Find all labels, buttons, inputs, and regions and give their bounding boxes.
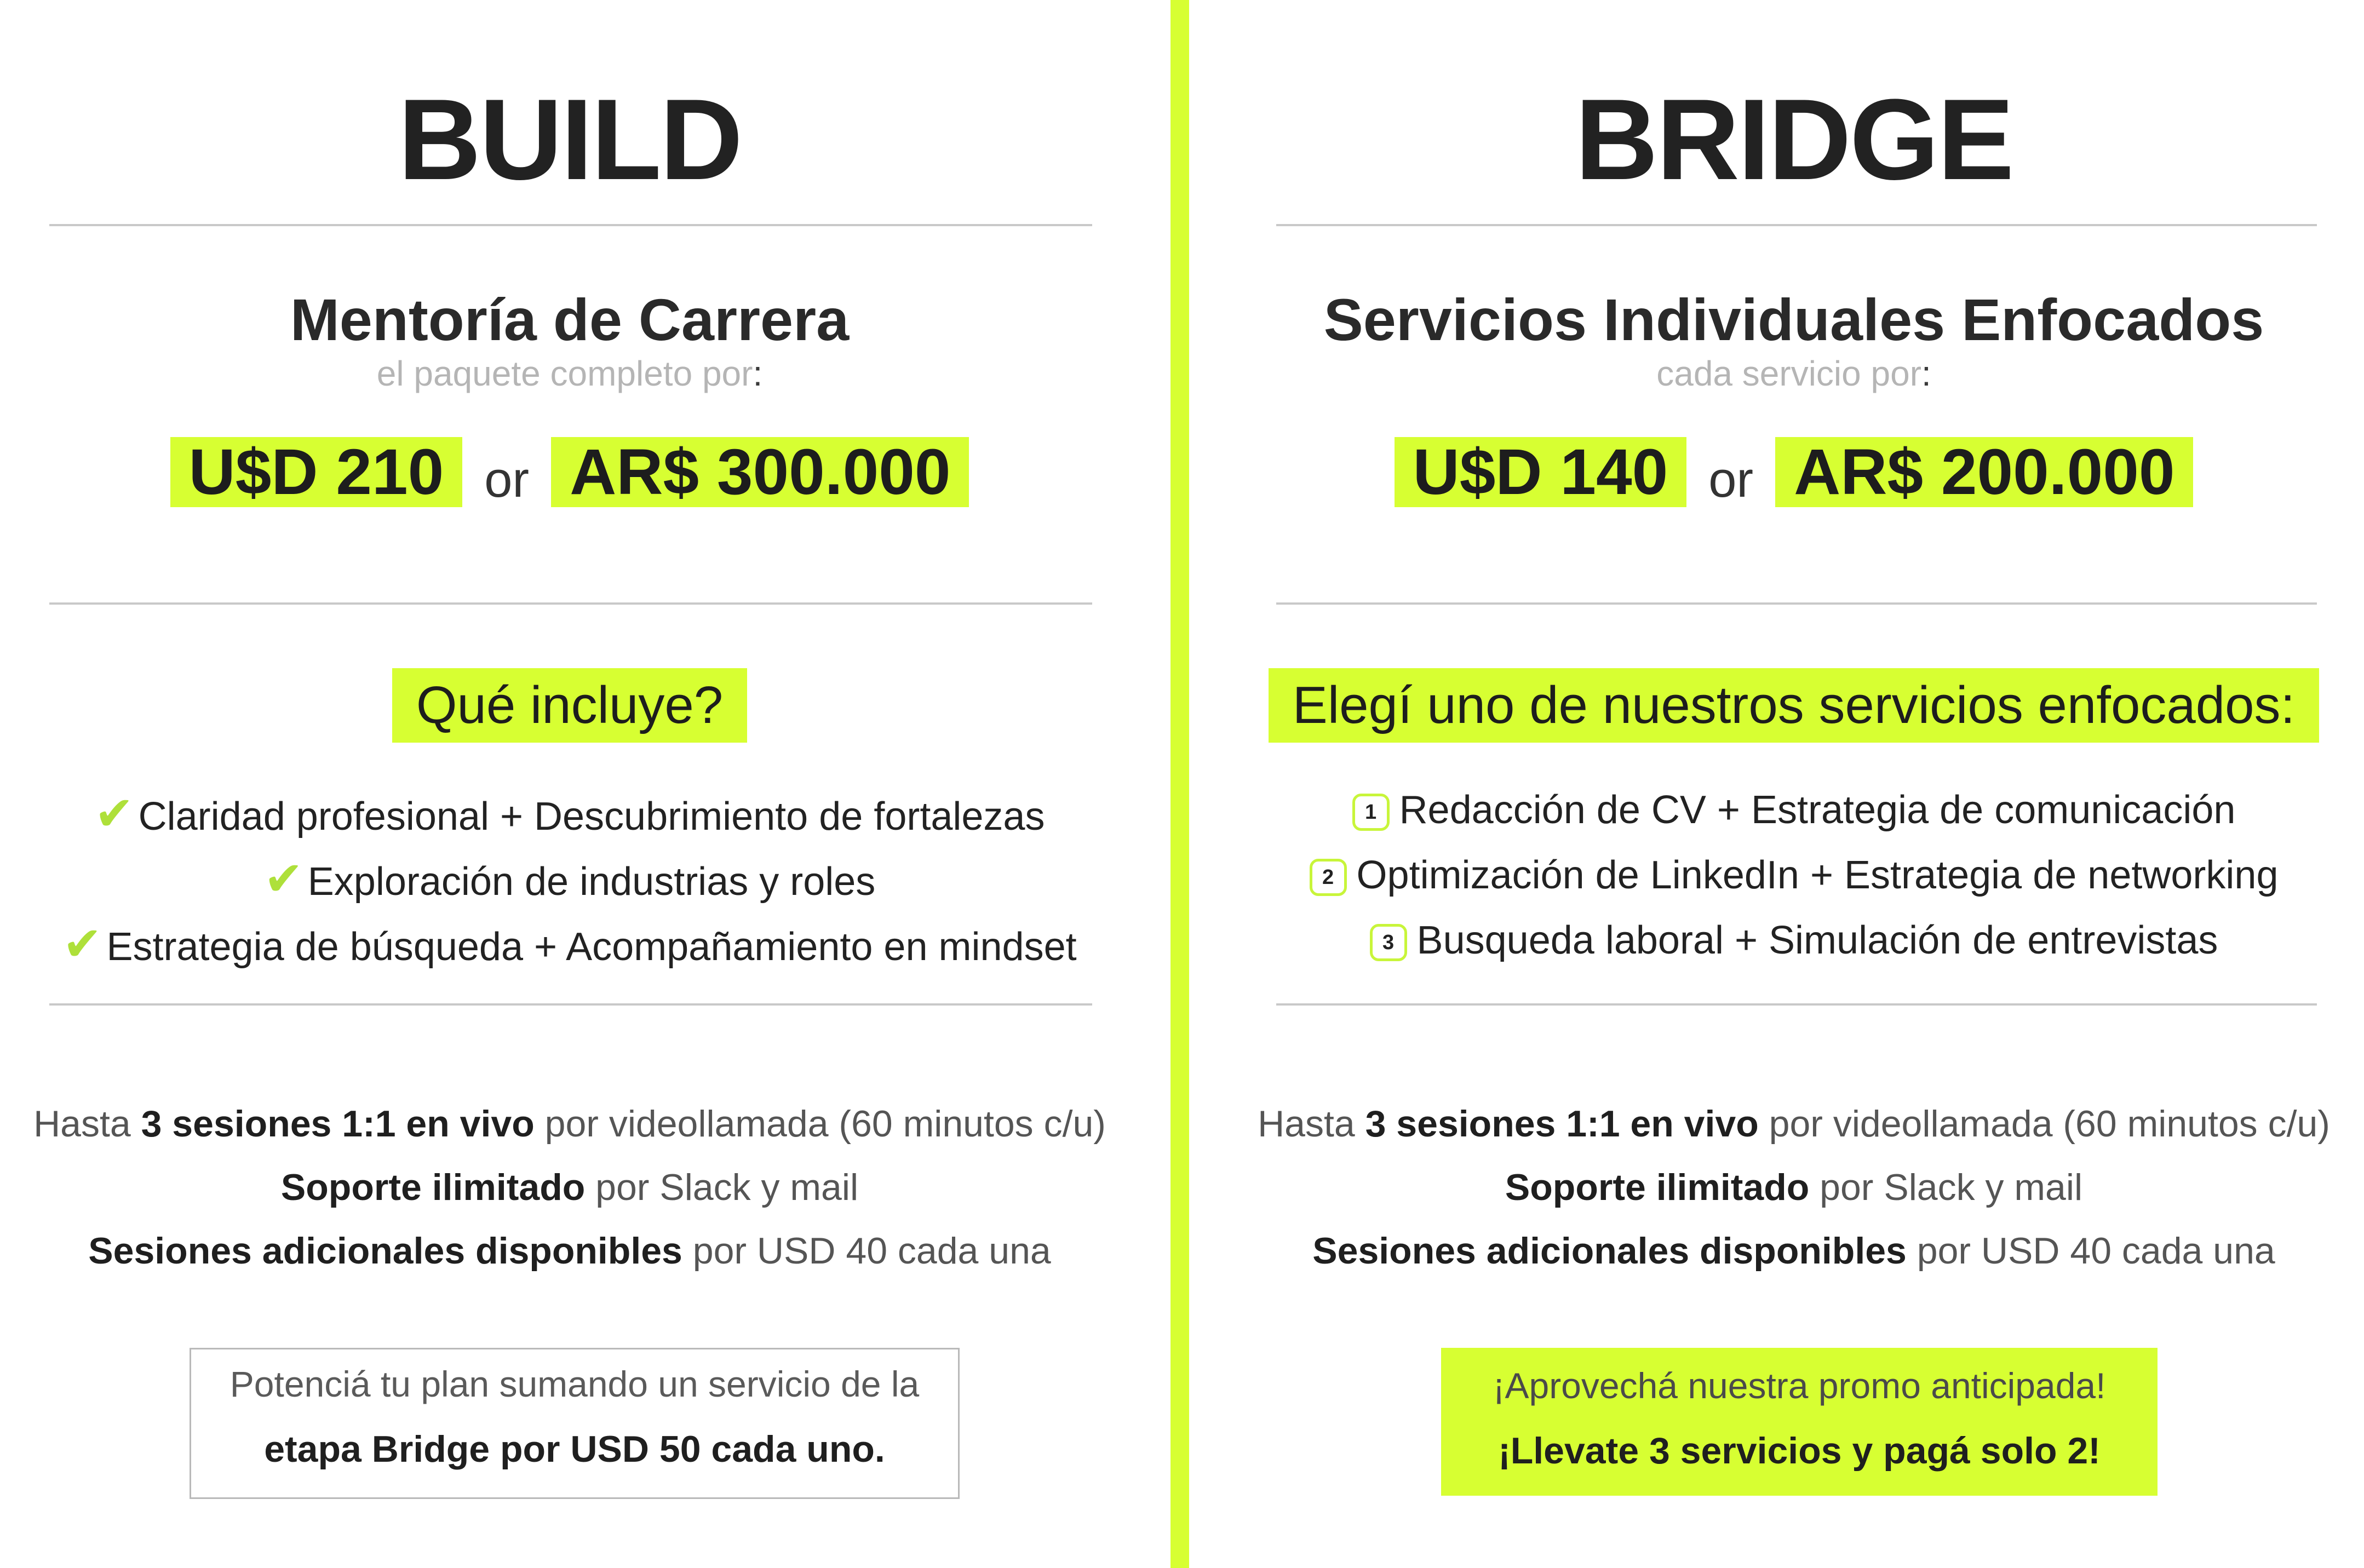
build-subtitle: Mentoría de Carrera bbox=[290, 286, 850, 353]
build-feature-1-text: Claridad profesional + Descubrimiento de fortalezas bbox=[138, 795, 1045, 838]
build-price-ars: AR$ 300.000 bbox=[551, 437, 969, 507]
bridge-detail-extra-post: por USD 40 cada una bbox=[1906, 1230, 2275, 1272]
bridge-service-2-text: Optimización de LinkedIn + Estrategia de networking bbox=[1356, 853, 2279, 897]
bridge-detail-sessions-pre: Hasta bbox=[1258, 1103, 1365, 1145]
bridge-service-1 bbox=[1224, 790, 2364, 831]
bridge-service-2 bbox=[1224, 855, 2364, 896]
bridge-detail-support-post: por Slack y mail bbox=[1809, 1167, 2083, 1208]
bridge-price-or: or bbox=[1708, 451, 1754, 508]
build-detail-sessions-post: por videollamada (60 minutos c/u) bbox=[534, 1103, 1106, 1145]
build-includes-label: Qué incluye? bbox=[392, 668, 747, 743]
build-detail-support-post: por Slack y mail bbox=[585, 1167, 859, 1208]
bridge-choose-wrap bbox=[1224, 668, 2364, 743]
bridge-price-usd: U$D 140 bbox=[1395, 437, 1687, 507]
check-icon: ✔ bbox=[94, 788, 134, 840]
build-feature-3-text: Estrategia de búsqueda + Acompañamiento en mindset bbox=[106, 925, 1077, 969]
bridge-plan bbox=[1224, 0, 2364, 1568]
build-price-or: or bbox=[484, 451, 530, 508]
bridge-detail-extra-bold: Sesiones adicionales disponibles bbox=[1312, 1230, 1907, 1272]
bridge-price-row bbox=[1224, 437, 2364, 507]
bridge-price-note-text: cada servicio por bbox=[1656, 354, 1921, 393]
bridge-detail-extra bbox=[1224, 1232, 2364, 1270]
check-icon: ✔ bbox=[263, 853, 303, 905]
build-detail-sessions bbox=[0, 1103, 1139, 1145]
bridge-detail-sessions bbox=[1224, 1103, 2364, 1145]
bridge-detail-support bbox=[1224, 1169, 2364, 1206]
build-title: BUILD bbox=[398, 75, 742, 204]
build-detail-support-bold: Soporte ilimitado bbox=[280, 1167, 586, 1208]
build-rule-bottom bbox=[49, 1003, 1092, 1006]
bridge-service-3-text: Busqueda laboral + Simulación de entrevistas bbox=[1416, 918, 2218, 962]
build-feature-2-text: Exploración de industrias y roles bbox=[307, 860, 876, 904]
build-upsell-line2: etapa Bridge por USD 50 cada uno. bbox=[264, 1428, 885, 1470]
build-detail-extra-post: por USD 40 cada una bbox=[682, 1230, 1051, 1272]
bridge-rule-bottom bbox=[1276, 1003, 2317, 1006]
bridge-promo-line1: ¡Aprovechá nuestra promo anticipada! bbox=[1493, 1365, 2106, 1406]
build-feature-2 bbox=[0, 855, 1139, 903]
bridge-detail-support-bold: Soporte ilimitado bbox=[1505, 1167, 1810, 1208]
bridge-title: BRIDGE bbox=[1575, 75, 2013, 204]
bridge-detail-sessions-post: por videollamada (60 minutos c/u) bbox=[1758, 1103, 2330, 1145]
number-badge-icon: 3 bbox=[1370, 924, 1407, 961]
build-price-usd: U$D 210 bbox=[170, 437, 463, 507]
bridge-rule-top bbox=[1276, 224, 2317, 226]
build-upsell-line1: Potenciá tu plan sumando un servicio de la bbox=[229, 1364, 920, 1404]
build-price-row bbox=[0, 437, 1139, 507]
bridge-service-1-text: Redacción de CV + Estrategia de comunicación bbox=[1399, 788, 2236, 832]
build-detail-sessions-bold: 3 sesiones 1:1 en vivo bbox=[141, 1103, 535, 1145]
check-icon: ✔ bbox=[62, 918, 102, 970]
build-price-note-colon: : bbox=[753, 354, 763, 393]
build-rule-middle bbox=[49, 602, 1092, 605]
build-price-note bbox=[0, 356, 1139, 391]
bridge-price-note-colon: : bbox=[1921, 354, 1931, 393]
bridge-price-note bbox=[1224, 356, 2364, 391]
center-divider bbox=[1170, 0, 1189, 1568]
bridge-service-3 bbox=[1224, 918, 2364, 962]
build-detail-extra bbox=[0, 1232, 1139, 1270]
bridge-detail-sessions-bold: 3 sesiones 1:1 en vivo bbox=[1365, 1103, 1759, 1145]
build-feature-3 bbox=[0, 918, 1139, 970]
build-upsell-note bbox=[190, 1348, 960, 1499]
bridge-choose-label: Elegí uno de nuestros servicios enfocados: bbox=[1269, 668, 2319, 743]
number-badge-icon: 2 bbox=[1310, 859, 1347, 896]
build-detail-sessions-pre: Hasta bbox=[33, 1103, 141, 1145]
bridge-promo-line2: ¡Llevate 3 servicios y pagá solo 2! bbox=[1498, 1430, 2101, 1472]
build-plan bbox=[0, 0, 1139, 1568]
bridge-rule-middle bbox=[1276, 602, 2317, 605]
build-detail-extra-bold: Sesiones adicionales disponibles bbox=[88, 1230, 682, 1272]
build-price-note-text: el paquete completo por bbox=[376, 354, 753, 393]
bridge-promo bbox=[1441, 1348, 2158, 1496]
build-detail-support bbox=[0, 1169, 1139, 1206]
build-includes-wrap bbox=[0, 668, 1139, 743]
build-rule-top bbox=[49, 224, 1092, 226]
bridge-price-ars: AR$ 200.000 bbox=[1775, 437, 2193, 507]
build-feature-1 bbox=[0, 788, 1139, 840]
number-badge-icon: 1 bbox=[1352, 794, 1390, 831]
bridge-subtitle: Servicios Individuales Enfocados bbox=[1323, 286, 2264, 353]
